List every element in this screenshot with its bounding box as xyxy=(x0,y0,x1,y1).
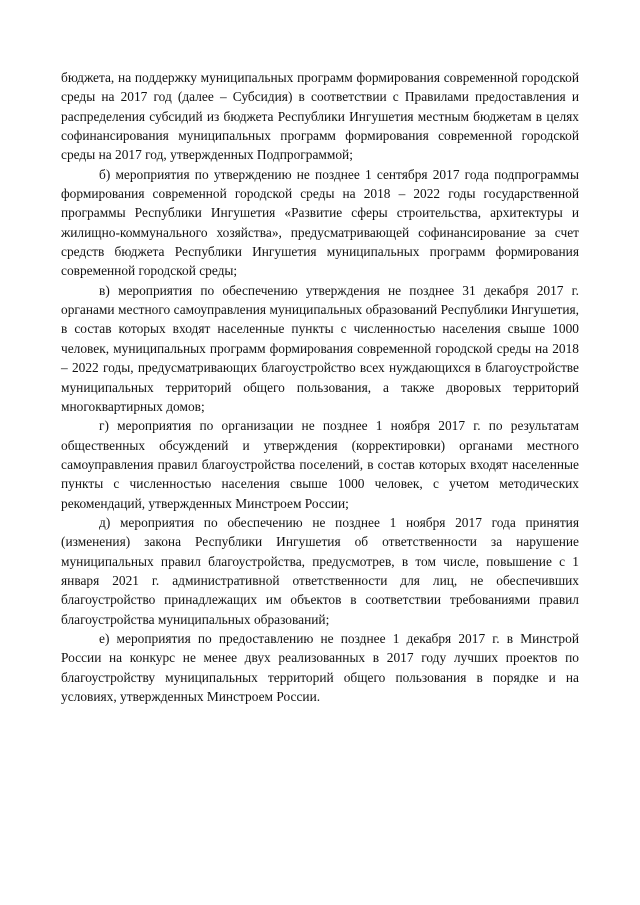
paragraph-item-v: в) мероприятия по обеспечению утверждения не позднее 31 декабря 2017 г. органами местного самоуправления муниципальных образований Республики Ингушетия, в состав которых входят населенные пункты с численностью населения свыше 1000 человек, муниципальных программ формирования современной городской среды на 2018 – 2022 годы, предусматривающих благоустройство всех нуждающихся в благоустройстве муниципальных территорий общего пользования, а также дворовых территорий многоквартирных домов; xyxy=(61,282,579,414)
document-page xyxy=(61,68,579,706)
paragraph-item-d: д) мероприятия по обеспечению не позднее 1 ноября 2017 года принятия (изменения) закона Республики Ингушетия об ответственности за нарушение муниципальных правил благоустройства, предусмотрев, в том числе, повышение с 1 января 2021 г. административной ответственности для лиц, не обеспечивших благоустройство принадлежащих им объектов в соответствии требованиями правил благоустройства муниципальных образований; xyxy=(61,514,579,627)
paragraph-item-e: е) мероприятия по предоставлению не позднее 1 декабря 2017 г. в Минстрой России на конкурс не менее двух реализованных в 2017 году лучших проектов по благоустройству муниципальных территорий общего пользования в порядке и на условиях, утвержденных Минстроем России. xyxy=(61,630,579,704)
paragraph-item-g: г) мероприятия по организации не позднее 1 ноября 2017 г. по результатам общественных обсуждений и утверждения (корректировки) органами местного самоуправления правил благоустройства поселений, в состав которых входят населенные пункты с численностью населения свыше 1000 человек, с учетом методических рекомендаций, утвержденных Минстроем России; xyxy=(61,418,579,511)
paragraph-item-b: б) мероприятия по утверждению не позднее 1 сентября 2017 года подпрограммы формирования современной городской среды на 2018 – 2022 годы государственной программы Республики Ингушетия «Развитие сферы строительства, архитектуры и жилищно-коммунального хозяйства», предусматривающей софинансирование за счет средств бюджета Республики Ингушетия муниципальных программ формирования современной городской среды; xyxy=(61,166,579,279)
paragraph-continuation: бюджета, на поддержку муниципальных программ формирования современной городской среды на 2017 год (далее – Субсидия) в соответствии с Правилами предоставления и распределения субсидий из бюджета Республики Ингушетия местным бюджетам в целях софинансирования муниципальных программ формирования современной городской среды на 2017 год, утвержденных Подпрограммой; xyxy=(61,70,579,163)
